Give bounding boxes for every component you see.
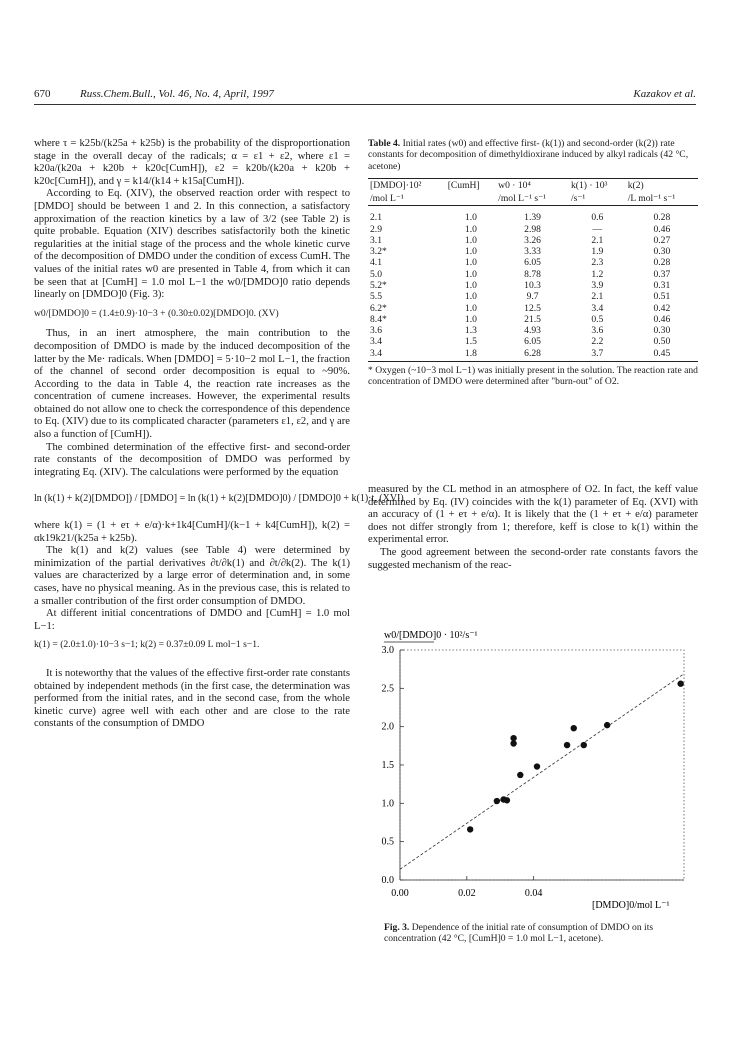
table-row	[368, 291, 698, 302]
data-point	[677, 681, 683, 687]
table-row	[368, 314, 698, 325]
table-row	[368, 257, 698, 268]
table-caption-text: Initial rates (w0) and effective first- (k(1)) and second-order (k(2)) rate constants for decomposition of dimethyldioxirane induced by alkyl radicals (42 °C, acetone)	[368, 138, 689, 172]
table-unit-cell: /mol L⁻¹	[368, 192, 446, 206]
table-cell: 21.5	[524, 313, 541, 325]
table-cell: 1.0	[464, 280, 477, 291]
table-cell: 0.6	[591, 212, 604, 224]
table-row	[368, 325, 698, 336]
data-point	[467, 826, 473, 832]
data-point	[581, 742, 587, 748]
table-cell: 1.0	[464, 291, 477, 303]
table-cell: 0.37	[653, 268, 671, 280]
table-row	[368, 269, 698, 280]
table-caption	[368, 138, 698, 172]
table-cell: 1.2	[591, 268, 604, 280]
table-cell: 12.5	[524, 302, 541, 314]
fit-line	[400, 674, 684, 870]
y-tick-label: 2.0	[381, 721, 394, 733]
table-row	[368, 206, 698, 224]
table-cell: 0.30	[653, 246, 671, 258]
data-point	[504, 797, 510, 803]
paragraph: The good agreement between the second-order rate constants favors the suggested mechanism of the reac-	[368, 546, 698, 571]
table-cell: 1.3	[464, 325, 477, 337]
table-row	[368, 336, 698, 347]
table-cell: 6.28	[496, 348, 569, 362]
table-cell: 6.05	[524, 336, 541, 348]
table-cell: 1.0	[464, 268, 477, 280]
table-cell: 8.78	[524, 268, 541, 280]
plot-axes	[400, 650, 684, 880]
table-header-cell: w0 · 10⁴	[496, 179, 569, 193]
table-cell: 0.51	[653, 291, 671, 303]
table-cell: 6.05	[524, 257, 541, 269]
table-cell: 3.4	[368, 348, 446, 362]
table-cell: 4.93	[524, 325, 541, 337]
data-point	[494, 798, 500, 804]
authors: Kazakov et al.	[633, 88, 696, 100]
figure-caption-text: Dependence of the initial rate of consumption of DMDO on its concentration (42 °C, [CumH]0 = 1.0 mol L−1, acetone).	[384, 922, 654, 945]
table-unit-cell: /mol L⁻¹ s⁻¹	[496, 192, 569, 206]
table-cell: 2.1	[591, 291, 604, 303]
journal-citation: Russ.Chem.Bull., Vol. 46, No. 4, April, 1997	[80, 88, 274, 100]
plot-frame	[400, 650, 684, 880]
table-row	[368, 224, 698, 235]
table-cell: 5.0	[370, 268, 382, 280]
table-cell: 0.45	[626, 348, 698, 362]
table-unit-cell: /L mol⁻¹ s⁻¹	[626, 192, 698, 206]
table-cell: 0.46	[653, 313, 671, 325]
table-cell: 2.2	[591, 336, 604, 348]
table-cell: 3.4	[370, 336, 382, 348]
table-cell: 1.0	[464, 212, 477, 224]
table-row	[368, 280, 698, 291]
y-tick-label: 0.5	[381, 836, 394, 848]
paragraph: where k(1) = (1 + eτ + e/α)·k+1k4[CumH]/(k−1 + k4[CumH]), k(2) = αk19k21/(k25a + k25b).	[34, 520, 350, 544]
table-cell: 1.0	[464, 313, 477, 325]
table-cell: 2.9	[370, 223, 382, 235]
equation-xv: w0/[DMDO]0 = (1.4±0.9)·10−3 + (0.30±0.02)[DMDO]0. (XV)	[34, 307, 279, 319]
table-cell: 0.50	[653, 336, 671, 348]
page-number: 670	[34, 88, 51, 100]
table-cell: 0.31	[653, 280, 671, 291]
table-cell: 0.46	[653, 223, 671, 235]
table-row	[368, 246, 698, 257]
table-header-cell: k(2)	[626, 179, 698, 193]
table-cell: 3.1	[370, 234, 382, 246]
table-unit-cell	[446, 192, 496, 206]
paragraph: The k(1) and k(2) values (see Table 4) were determined by minimization of the partial derivatives ∂t/∂k(1) and ∂t/∂k(2). The k(1) values are characterized by a large error of determination and, in some cases, have no physical meaning. As in the previous case, this is related to a smaller contribution of the first order consumption of DMDO.	[34, 545, 350, 607]
table-cell: 3.9	[591, 280, 604, 291]
table-footnote: * Oxygen (~10−3 mol L−1) was initially present in the solution. The reaction rate and concentration of DMDO were determined after "burn-out" of O2.	[368, 365, 698, 388]
table-cell: 5.5	[370, 291, 382, 303]
table-cell: 5.2*	[370, 280, 387, 291]
table-cell: —	[592, 223, 603, 235]
data-points	[467, 681, 684, 833]
table-cell: 3.33	[524, 246, 541, 258]
paragraph: According to Eq. (XIV), the observed reaction order with respect to [DMDO] should be between 1 and 2. In this connection, a satisfactory approximation of the reaction kinetics by a law of 3/2 (see Table 2) is quite probable. Equation (XIV) describes satisfactorily both the kinetic regularities at the initial stage of the process and the whole kinetic curve of the decomposition of DMDO under the condition of excess CumH. The values of the initial rates w0 are presented in Table 4, from which it can be seen that at [CumH] = 1.0 mol L−1 the w0/[DMDO]0 ratio depends linearly on [DMDO]0 (Fig. 3):	[34, 188, 350, 301]
figure-label: Fig. 3.	[384, 922, 410, 933]
x-tick-label: 0.04	[524, 888, 543, 899]
paragraph: measured by the CL method in an atmosphere of O2. In fact, the keff value determined by Eq. (IV) coincides with the k(1) parameter of Eq. (XVI) with an accuracy of (1 + eτ + e/α). It is likely that the (1 + eτ + e/α) parameter does not differ strongly from 1; therefore, keff is close to k(1) within the experimental error.	[368, 484, 698, 546]
table-cell: 4.1	[370, 257, 382, 269]
y-tick-label: 0.0	[381, 875, 394, 886]
table-cell: 3.6	[370, 325, 382, 337]
paragraph: At different initial concentrations of DMDO and [CumH] = 1.0 mol L−1:	[34, 608, 350, 632]
data-point	[564, 742, 570, 748]
y-axis-label: w0/[DMDO]0 · 10²/s⁻¹	[384, 630, 478, 641]
table-row	[368, 303, 698, 314]
data-point	[517, 772, 523, 778]
table-cell: 1.0	[464, 302, 477, 314]
figure-caption	[384, 922, 696, 945]
table-header-cell: [DMDO]·10²	[368, 179, 446, 193]
x-tick-label: 0.00	[391, 888, 409, 899]
y-tick-label: 1.0	[381, 798, 394, 810]
table-cell: 1.39	[524, 212, 541, 224]
data-point	[510, 735, 516, 741]
table-label: Table 4.	[368, 138, 401, 149]
paragraph: where τ = k25b/(k25a + k25b) is the probability of the disproportionation stage in the overall decay of the radicals; α = ε1 + ε2, where ε1 = k20a/(k20a + k20b + k20c[CumH]), ε2 = k20b/(k20a + k20b + k20c[CumH]), and γ = k14/(k14 + k15a[CumH]).	[34, 138, 350, 187]
table-cell: 3.4	[591, 302, 604, 314]
table-cell: 0.27	[653, 234, 671, 246]
paragraph: The combined determination of the effective first- and second-order rate constants of the decomposition of DMDO was performed by integrating Eq. (XIV). The calculations were performed by the equation	[34, 441, 350, 478]
table-cell: 9.7	[526, 291, 539, 303]
table-cell: 0.42	[653, 302, 671, 314]
paragraph: Thus, in an inert atmosphere, the main contribution to the decomposition of DMDO is made by the induced decomposition of the latter by the Me· radicals. When [DMDO] = 5·10−2 mol L−1, the fraction of the channel of second order decomposition is equal to ~90%. According to the data in Table 4, the reaction rate increases as the concentration of cumene increases. However, the experimental results obtained do not allow one to check the correspondence of this dependence to Eq. (XIV) due to its complicated character (parameters ε1, ε2, and γ are also a function of [CumH]).	[34, 328, 350, 441]
table-cell: 1.8	[446, 348, 496, 362]
table-cell: 2.1	[370, 212, 382, 224]
table-cell: 2.3	[591, 257, 604, 269]
table-4	[368, 178, 698, 362]
table-cell: 2.98	[524, 223, 541, 235]
table-cell: 3.26	[524, 234, 541, 246]
table-4-block	[368, 138, 698, 388]
table-cell: 1.0	[464, 257, 477, 269]
table-cell: 1.0	[464, 223, 477, 235]
x-tick-label: 0.02	[458, 888, 476, 899]
running-header	[34, 88, 696, 105]
table-cell: 1.5	[464, 336, 477, 348]
y-tick-label: 1.5	[381, 760, 394, 771]
table-cell: 1.0	[464, 246, 477, 258]
x-axis-label: [DMDO]0/mol L⁻¹	[592, 900, 670, 911]
data-point	[604, 722, 610, 728]
figure-3-chart	[356, 608, 696, 920]
equation-xvi: ln (k(1) + k(2)[DMDO]) / [DMDO] = ln (k(1) + k(2)[DMDO]0) / [DMDO]0 + k(1)·t, (XVI)	[34, 493, 404, 505]
table-cell: 2.1	[591, 234, 604, 246]
data-point	[571, 725, 577, 731]
table-cell: 0.30	[653, 325, 671, 337]
table-row	[368, 348, 698, 362]
table-cell: 0.28	[653, 212, 671, 224]
table-cell: 6.2*	[370, 302, 387, 314]
table-header-cell: [CumH]	[446, 179, 496, 193]
equation-k: k(1) = (2.0±1.0)·10−3 s−1; k(2) = 0.37±0.09 L mol−1 s−1.	[34, 639, 260, 651]
table-cell: 1.9	[591, 246, 604, 258]
table-cell: 8.4*	[370, 313, 387, 325]
table-cell: 3.6	[591, 325, 604, 337]
data-point	[534, 763, 540, 769]
table-cell: 3.2*	[370, 246, 387, 258]
table-header-cell: k(1) · 10³	[569, 179, 626, 193]
right-column-text	[368, 484, 698, 572]
table-unit-cell: /s⁻¹	[569, 192, 626, 206]
table-row	[368, 235, 698, 246]
y-tick-label: 2.5	[381, 683, 394, 695]
paragraph: It is noteworthy that the values of the effective first-order rate constants obtained by independent methods (in the first case, the determination was performed from the initial rates, and in the second case, from the whole kinetic curve) agree well with each other and are close to the rate constants of the consumption of DMDO	[34, 667, 350, 730]
regression-line	[400, 674, 684, 870]
table-cell: 0.28	[653, 257, 671, 269]
table-cell: 1.0	[464, 234, 477, 246]
table-cell: 3.7	[569, 348, 626, 362]
y-tick-label: 3.0	[381, 645, 394, 656]
axis-ticks	[382, 645, 543, 899]
table-cell: 10.3	[524, 280, 541, 291]
table-cell: 0.5	[591, 313, 604, 325]
